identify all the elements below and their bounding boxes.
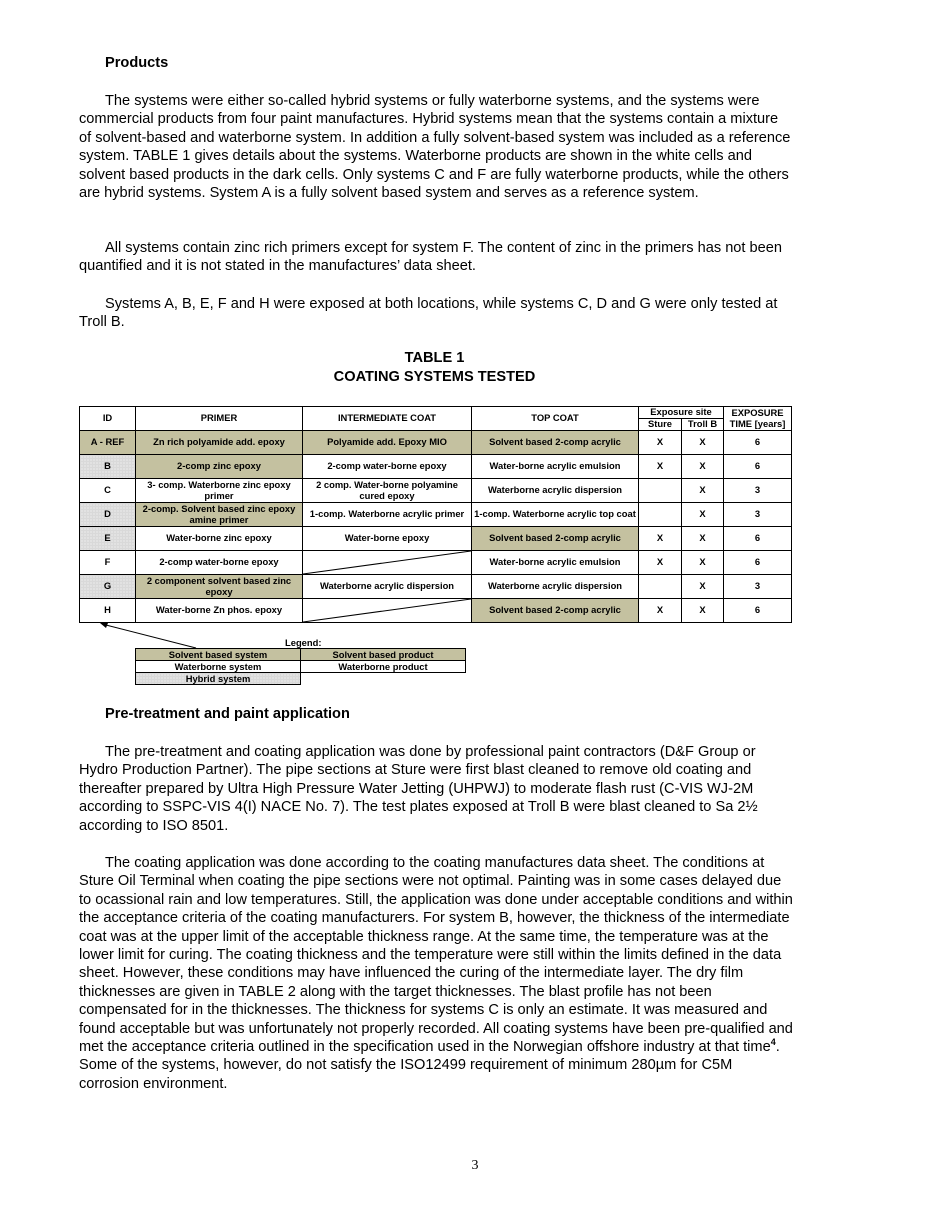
table-row [80,431,792,455]
cell-time: 3 [724,575,792,599]
cell-troll: X [682,575,724,599]
products-heading: Products [105,55,169,71]
table-row [80,575,792,599]
cell-sture: X [639,527,682,551]
legend-hybrid-system: Hybrid system [136,673,301,685]
table-row [80,551,792,575]
cell-time: 6 [724,551,792,575]
cell-sture [639,503,682,527]
cell-time: 3 [724,503,792,527]
legend-title: Legend: [285,637,322,648]
cell-troll: X [682,527,724,551]
header-exposure-time: EXPOSURE TIME [years] [724,407,792,431]
cell-intermediate: 2-comp water-borne epoxy [303,455,472,479]
table-subtitle: COATING SYSTEMS TESTED [333,369,536,385]
cell-id: E [80,527,136,551]
cell-top-coat: 1-comp. Waterborne acrylic top coat [472,503,639,527]
paragraph-application [79,854,794,1093]
cell-primer: 2-comp water-borne epoxy [136,551,303,575]
cell-id: G [80,575,136,599]
header-exposure-site: Exposure site [639,407,724,419]
cell-id: C [80,479,136,503]
legend-solvent-system: Solvent based system [136,649,301,661]
table-row [80,503,792,527]
paragraph-locations: Systems A, B, E, F and H were exposed at both locations, while systems C, D and G were only tested at Troll B. [79,296,778,331]
header-troll: Troll B [682,419,724,431]
legend-solvent-product: Solvent based product [301,649,466,661]
header-primer: PRIMER [136,407,303,431]
cell-primer: Water-borne Zn phos. epoxy [136,599,303,623]
cell-id: H [80,599,136,623]
paragraph-systems: The systems were either so-called hybrid systems or fully waterborne systems, and the systems were commercial products from four paint manufactures. Hybrid systems mean that the systems contain a mixture of solvent-based and waterborne system. In addition a fully solvent-based system was included as a reference system. TABLE 1 gives details about the systems. Waterborne products are shown in the white cells and solvent based products in the dark cells. Only systems C and F are fully waterborne products, while the others are hybrid systems. System A is a fully solvent based system and serves as a reference system. [79,93,791,202]
cell-top-coat: Waterborne acrylic dispersion [472,575,639,599]
cell-top-coat: Solvent based 2-comp acrylic [472,599,639,623]
cell-time: 6 [724,599,792,623]
cell-id: D [80,503,136,527]
cell-primer: 3- comp. Waterborne zinc epoxy primer [136,479,303,503]
cell-time: 6 [724,455,792,479]
cell-intermediate: 2 comp. Water-borne polyamine cured epoxy [303,479,472,503]
header-sture: Sture [639,419,682,431]
cell-sture [639,479,682,503]
cell-primer: 2 component solvent based zinc epoxy [136,575,303,599]
legend-waterborne-product: Waterborne product [301,661,466,673]
cell-troll: X [682,551,724,575]
diagonal-strike [303,599,471,622]
cell-intermediate: Polyamide add. Epoxy MIO [303,431,472,455]
cell-troll: X [682,455,724,479]
cell-troll: X [682,431,724,455]
coating-systems-table [79,406,792,623]
pretreatment-heading: Pre-treatment and paint application [105,706,350,722]
page-number: 3 [471,1158,479,1173]
cell-time: 3 [724,479,792,503]
paragraph-zinc: All systems contain zinc rich primers except for system F. The content of zinc in the primers has not been quantified and it is not stated in the manufactures’ data sheet. [79,240,782,275]
legend-empty-cell [301,673,466,685]
cell-top-coat: Solvent based 2-comp acrylic [472,527,639,551]
cell-intermediate: Waterborne acrylic dispersion [303,575,472,599]
cell-top-coat: Water-borne acrylic emulsion [472,455,639,479]
cell-intermediate: Water-borne epoxy [303,527,472,551]
cell-primer: 2-comp. Solvent based zinc epoxy amine primer [136,503,303,527]
cell-sture [639,575,682,599]
cell-troll: X [682,479,724,503]
cell-time: 6 [724,431,792,455]
cell-id: B [80,455,136,479]
cell-top-coat: Water-borne acrylic emulsion [472,551,639,575]
cell-top-coat: Solvent based 2-comp acrylic [472,431,639,455]
application-text-tail: . Some of the systems, however, do not satisfy the ISO12499 requirement of minimum 280µm for C5M corrosion environment. [79,1039,780,1092]
paragraph-pretreatment: The pre-treatment and coating application was done by professional paint contractors (D&F Group or Hydro Production Partner). The pipe sections at Sture were first blast cleaned to remove old coating and thereafter prepared by Ultra High Pressure Water Jetting (UHPWJ) to moderate flash rust (C-VIS WJ-2M according to SSPC-VIS 4(I) NACE No. 7). The test plates exposed at Troll B were blast cleaned to Sa 2½ according to ISO 8501. [79,744,758,834]
table-row [80,479,792,503]
cell-intermediate-none [303,551,472,575]
header-intermediate: INTERMEDIATE COAT [303,407,472,431]
cell-troll: X [682,503,724,527]
cell-primer: 2-comp zinc epoxy [136,455,303,479]
cell-top-coat: Waterborne acrylic dispersion [472,479,639,503]
cell-sture: X [639,599,682,623]
diagonal-strike [303,551,471,574]
cell-primer: Water-borne zinc epoxy [136,527,303,551]
application-text: The coating application was done according to the coating manufactures data sheet. The conditions at Sture Oil Terminal when coating the pipe sections were not optimal. Painting was in some cases delayed due to ocassional rain and low temperatures. Still, the application was done under acceptable conditions and within the acceptance criteria of the coating manufacturers. For system B, however, the thickness of the intermediate coat was at the upper limit of the acceptable thickness range. At the same time, the temperature was at the lower limit for curing. The coating thickness and the temperature were still within the limits defined in the data sheet. However, these conditions may have influenced the curing of the intermediate layer. The dry film thicknesses are given in TABLE 2 along with the target thicknesses. The blast profile has not been compensated for in the thicknesses. The thickness for systems C is only an estimate. It was measured and found acceptable but was unfortunately not properly recorded. All coating systems have been pre-qualified and met the acceptance criteria outlined in the specification used in the Norwegian offshore industry at that time [79,855,793,1056]
legend-table [135,648,466,685]
cell-time: 6 [724,527,792,551]
header-top-coat: TOP COAT [472,407,639,431]
cell-sture: X [639,551,682,575]
table-row [80,455,792,479]
cell-sture: X [639,455,682,479]
cell-sture: X [639,431,682,455]
header-id: ID [80,407,136,431]
reference-superscript: 4 [770,1037,776,1048]
cell-primer: Zn rich polyamide add. epoxy [136,431,303,455]
table-row [80,527,792,551]
cell-intermediate: 1-comp. Waterborne acrylic primer [303,503,472,527]
legend-pointer-arrow [96,618,206,652]
cell-id: F [80,551,136,575]
cell-intermediate-none [303,599,472,623]
cell-id: A - REF [80,431,136,455]
cell-troll: X [682,599,724,623]
table-title: TABLE 1 [404,350,465,366]
legend-waterborne-system: Waterborne system [136,661,301,673]
